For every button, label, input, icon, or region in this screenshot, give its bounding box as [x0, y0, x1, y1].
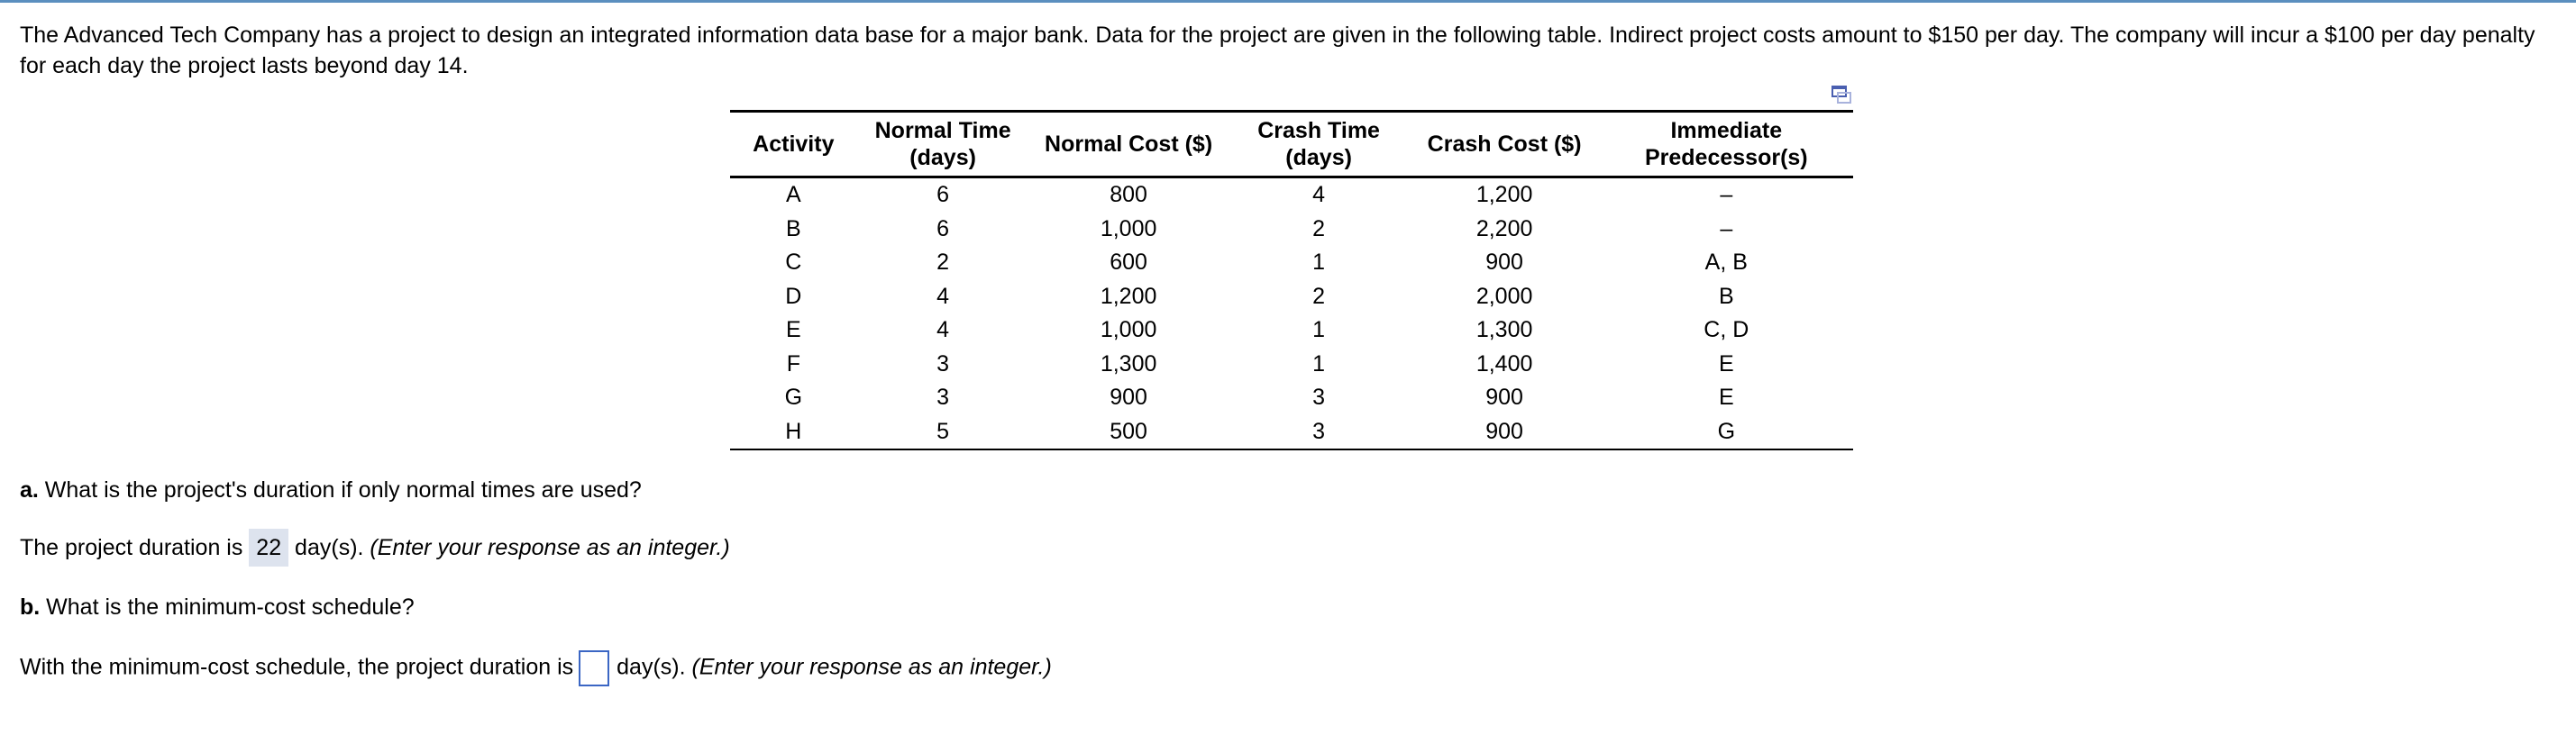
- column-header: Crash Time (days): [1229, 112, 1410, 177]
- table-cell: 4: [936, 317, 950, 343]
- table-cell: 4: [1312, 182, 1326, 208]
- table-row: [730, 381, 1853, 415]
- table-cell: 1,000: [1100, 317, 1157, 343]
- table-cell: 1: [1312, 317, 1326, 343]
- answer-a-prefix: The project duration is: [20, 535, 250, 560]
- column-header: Crash Cost ($): [1410, 112, 1600, 177]
- table-cell: 1,300: [1100, 350, 1157, 377]
- activity-table: [730, 110, 1853, 450]
- table-cell: 2,000: [1475, 283, 1533, 309]
- table-cell: 5: [857, 415, 1029, 450]
- problem-statement: The Advanced Tech Company has a project to design an integrated information data base for a major bank. Data for the project are given in the following table. Indirect project costs amount to $150 per day. The company will incur a $100 per day penalty for each day the project lasts beyond day 14.: [20, 23, 2535, 78]
- table-cell: 1: [1312, 350, 1326, 377]
- table-cell: 2: [1312, 215, 1326, 241]
- question-a: [20, 477, 642, 504]
- table-row: [730, 213, 1853, 247]
- answer-a-suffix: day(s).: [288, 535, 370, 560]
- answer-b-line: [20, 650, 1052, 686]
- table-cell: 1,400: [1475, 350, 1533, 377]
- question-b: [20, 594, 415, 621]
- column-header: Activity: [730, 112, 857, 177]
- table-cell: 900: [1410, 415, 1600, 450]
- table-cell: B: [1718, 283, 1734, 309]
- table-cell: 800: [1110, 182, 1147, 208]
- answer-b-input[interactable]: [579, 650, 609, 686]
- table-cell: A, B: [1704, 250, 1748, 276]
- table-cell: 900: [1485, 385, 1523, 411]
- table-cell: C: [785, 250, 802, 276]
- answer-a-line: [20, 535, 730, 561]
- table-row: [730, 280, 1853, 314]
- table-cell: D: [785, 283, 802, 309]
- table-cell: 600: [1110, 250, 1147, 276]
- table-cell: E: [785, 317, 801, 343]
- table-cell: F: [786, 350, 800, 377]
- table-cell: 900: [1110, 385, 1147, 411]
- table-cell: 4: [936, 283, 950, 309]
- table-cell: 1: [1312, 250, 1326, 276]
- table-cell: 6: [936, 215, 950, 241]
- table-cell: 6: [936, 182, 950, 208]
- table-cell: 3: [936, 350, 950, 377]
- table-cell: 2: [936, 250, 950, 276]
- table-cell: E: [1718, 385, 1734, 411]
- table-row: [730, 348, 1853, 382]
- answer-a-field[interactable]: 22: [249, 529, 288, 567]
- column-header: Immediate Predecessor(s): [1600, 112, 1853, 177]
- table-cell: 2: [1312, 283, 1326, 309]
- table-cell: H: [730, 415, 857, 450]
- question-a-label: a.: [20, 477, 39, 503]
- table-cell: E: [1718, 350, 1734, 377]
- table-cell: B: [785, 215, 801, 241]
- table-row: [730, 246, 1853, 280]
- answer-a-hint: (Enter your response as an integer.): [370, 535, 730, 560]
- table-cell: G: [1600, 415, 1853, 450]
- table-cell: 2,200: [1475, 215, 1533, 241]
- table-cell: 1,200: [1475, 182, 1533, 208]
- question-b-label: b.: [20, 594, 41, 620]
- table-cell: 3: [1312, 385, 1326, 411]
- table-cell: 1,000: [1100, 215, 1157, 241]
- answer-b-suffix: day(s).: [617, 654, 692, 680]
- table-cell: 1,300: [1475, 317, 1533, 343]
- table-row: [730, 313, 1853, 348]
- table-cell: –: [1720, 182, 1733, 208]
- table-cell: 3: [1229, 415, 1410, 450]
- table-cell: G: [784, 385, 803, 411]
- table-cell: –: [1720, 215, 1733, 241]
- copy-table-icon[interactable]: [1832, 86, 1851, 104]
- table-cell: C, D: [1704, 317, 1749, 343]
- column-header: Normal Time (days): [857, 112, 1029, 177]
- table-row: [730, 177, 1853, 213]
- table-cell: 900: [1485, 250, 1523, 276]
- question-b-text: What is the minimum-cost schedule?: [40, 594, 415, 620]
- column-header: Normal Cost ($): [1029, 112, 1229, 177]
- table-cell: 1,200: [1100, 283, 1157, 309]
- top-border: [0, 0, 2576, 3]
- answer-b-hint: (Enter your response as an integer.): [691, 654, 1052, 680]
- table-cell: 3: [936, 385, 950, 411]
- answer-b-prefix: With the minimum-cost schedule, the project duration is: [20, 654, 574, 680]
- table-row: [730, 415, 1853, 450]
- table-cell: 500: [1029, 415, 1229, 450]
- table-cell: A: [785, 182, 801, 208]
- question-a-text: What is the project's duration if only normal times are used?: [38, 477, 642, 503]
